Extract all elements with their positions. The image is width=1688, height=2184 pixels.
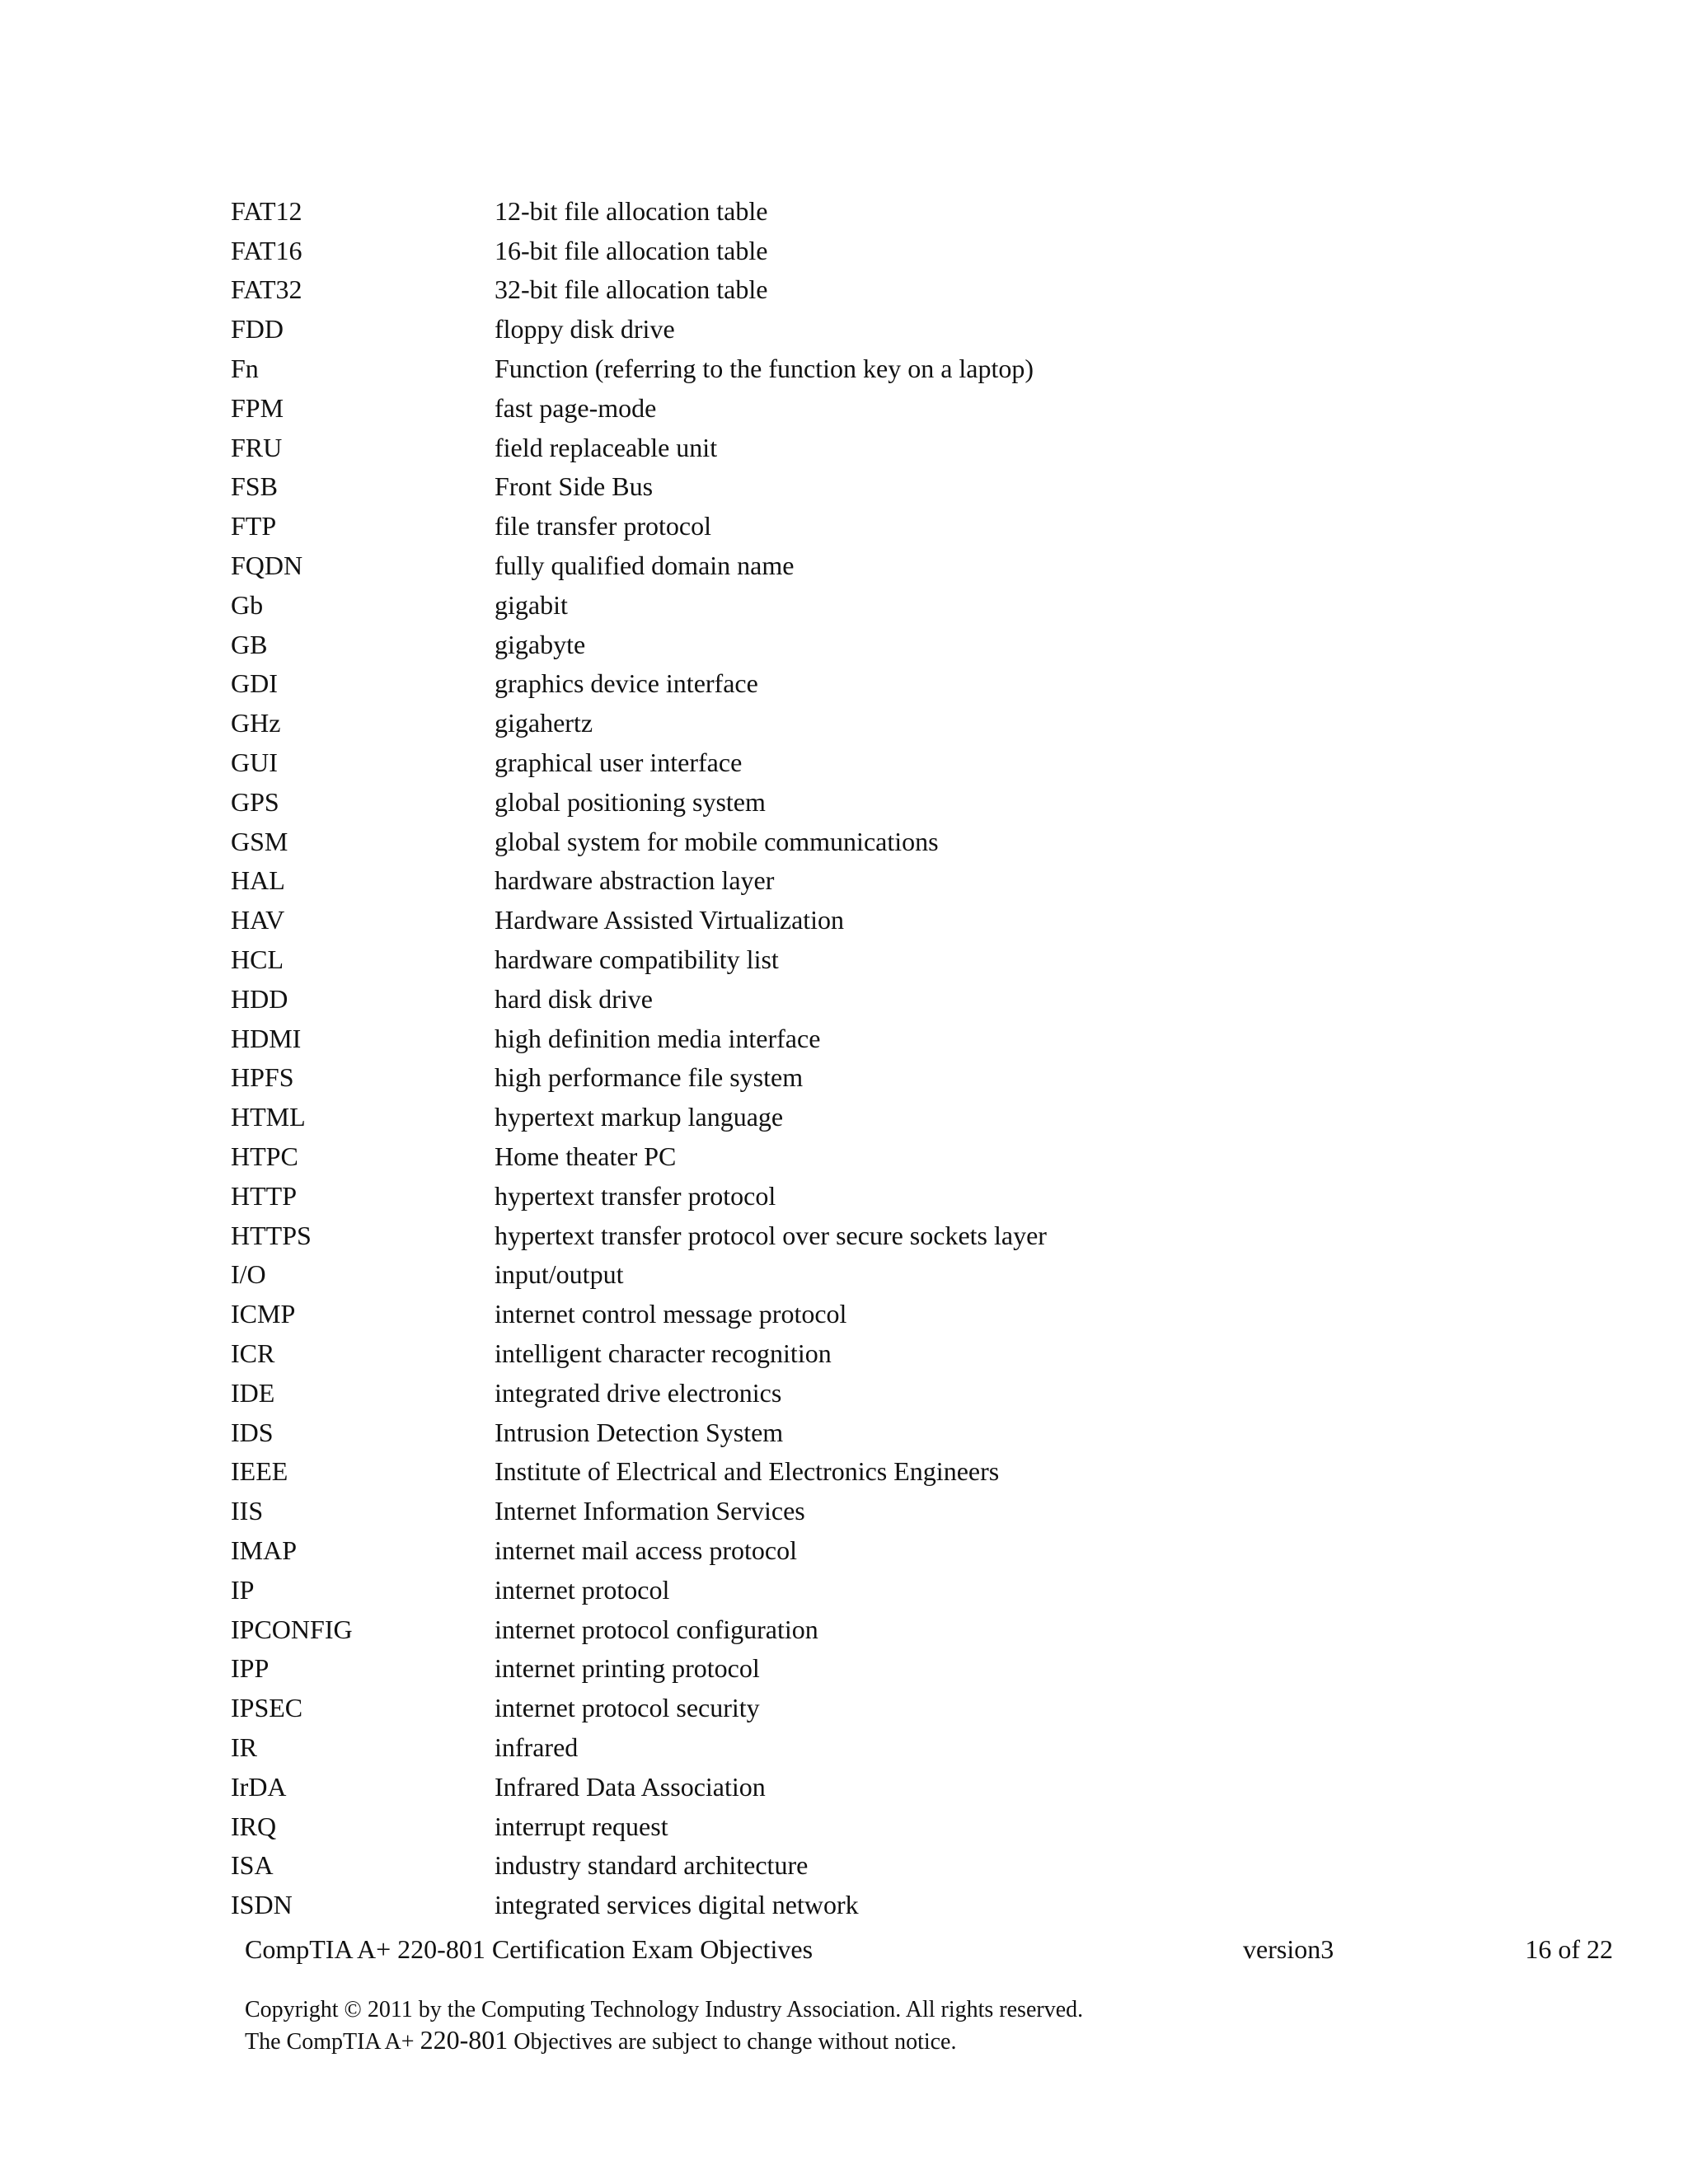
acronym-row — [231, 940, 1467, 979]
acronym-definition: global positioning system — [495, 786, 766, 817]
acronym-abbreviation: HTTP — [231, 1180, 297, 1211]
acronym-definition: internet mail access protocol — [495, 1535, 797, 1565]
acronym-definition: Institute of Electrical and Electronics Engineers — [495, 1456, 1000, 1487]
acronym-row — [231, 861, 1467, 901]
acronym-definition: floppy disk drive — [495, 314, 675, 344]
acronym-abbreviation: FAT32 — [231, 274, 302, 305]
acronym-definition: fast page-mode — [495, 392, 657, 423]
acronym-row — [231, 1767, 1467, 1807]
acronym-definition: global system for mobile communications — [495, 826, 939, 856]
acronym-definition: gigahertz — [495, 708, 593, 738]
acronym-definition: field replaceable unit — [495, 432, 718, 462]
acronym-row — [231, 1570, 1467, 1610]
acronym-row — [231, 1137, 1467, 1176]
acronym-abbreviation: HAV — [231, 905, 285, 935]
acronym-definition: Intrusion Detection System — [495, 1417, 784, 1447]
footer-document-title: CompTIA A+ 220-801 Certification Exam Objectives — [245, 1934, 814, 1964]
acronym-row — [231, 1058, 1467, 1098]
acronym-row — [231, 1413, 1467, 1452]
acronym-row — [231, 1176, 1467, 1216]
acronym-row — [231, 546, 1467, 585]
acronym-definition: high definition media interface — [495, 1023, 821, 1053]
acronym-row — [231, 1648, 1467, 1688]
acronym-abbreviation: GPS — [231, 786, 279, 817]
acronym-definition: interrupt request — [495, 1811, 668, 1841]
acronym-definition: file transfer protocol — [495, 511, 711, 541]
acronym-row — [231, 309, 1467, 349]
acronym-definition: Internet Information Services — [495, 1496, 805, 1526]
copyright-notice — [245, 1994, 1083, 2057]
acronym-abbreviation: HCL — [231, 944, 284, 975]
acronym-row — [231, 191, 1467, 231]
acronym-row — [231, 1807, 1467, 1846]
acronym-abbreviation: IMAP — [231, 1535, 298, 1565]
acronym-row — [231, 506, 1467, 546]
acronym-abbreviation: FTP — [231, 511, 277, 541]
footer-version: version3 — [1243, 1934, 1334, 1964]
acronym-row — [231, 743, 1467, 782]
acronym-row — [231, 1530, 1467, 1570]
acronym-definition: industry standard architecture — [495, 1850, 809, 1881]
acronym-definition: 32-bit file allocation table — [495, 274, 768, 305]
acronym-definition: input/output — [495, 1259, 624, 1290]
acronym-definition: integrated drive electronics — [495, 1377, 782, 1408]
acronym-definition: integrated services digital network — [495, 1890, 859, 1920]
acronym-row — [231, 428, 1467, 467]
acronym-definition: internet protocol — [495, 1574, 670, 1605]
acronym-abbreviation: HPFS — [231, 1062, 294, 1093]
acronym-definition: gigabyte — [495, 629, 586, 659]
acronym-row — [231, 270, 1467, 310]
footer-page-number: 16 of 22 — [1525, 1934, 1613, 1964]
acronym-row — [231, 979, 1467, 1019]
objectives-notice-suffix: Objectives are subject to change without notice. — [508, 2029, 957, 2055]
acronym-abbreviation: HTPC — [231, 1141, 298, 1172]
acronym-row — [231, 1019, 1467, 1058]
acronym-row — [231, 231, 1467, 270]
acronym-abbreviation: FAT12 — [231, 195, 302, 226]
acronym-row — [231, 822, 1467, 861]
acronym-abbreviation: IPP — [231, 1653, 270, 1684]
acronym-abbreviation: IDS — [231, 1417, 274, 1447]
acronym-abbreviation: FQDN — [231, 551, 303, 581]
acronym-abbreviation: FPM — [231, 392, 284, 423]
acronym-definition: internet protocol configuration — [495, 1614, 818, 1644]
acronym-row — [231, 703, 1467, 743]
acronym-abbreviation: FAT16 — [231, 235, 302, 265]
acronym-abbreviation: IIS — [231, 1496, 264, 1526]
acronym-definition: high performance file system — [495, 1062, 804, 1093]
acronym-row — [231, 1491, 1467, 1530]
acronym-abbreviation: HDMI — [231, 1023, 302, 1053]
acronym-definition: Infrared Data Association — [495, 1771, 766, 1802]
acronym-row — [231, 1727, 1467, 1767]
acronym-abbreviation: HTTPS — [231, 1220, 312, 1250]
acronym-definition: hypertext transfer protocol over secure sockets layer — [495, 1220, 1047, 1250]
acronym-definition: Home theater PC — [495, 1141, 677, 1172]
acronym-row — [231, 1885, 1467, 1924]
acronym-row — [231, 664, 1467, 704]
acronym-row — [231, 585, 1467, 625]
acronym-abbreviation: FSB — [231, 471, 278, 502]
acronym-abbreviation: GHz — [231, 708, 281, 738]
acronym-abbreviation: IPSEC — [231, 1693, 303, 1723]
acronym-definition: hardware compatibility list — [495, 944, 779, 975]
acronym-abbreviation: ISA — [231, 1850, 274, 1881]
acronym-abbreviation: FRU — [231, 432, 283, 462]
acronym-row — [231, 1688, 1467, 1727]
acronym-definition: internet protocol security — [495, 1693, 760, 1723]
acronym-row — [231, 782, 1467, 822]
acronym-abbreviation: ISDN — [231, 1890, 293, 1920]
acronym-abbreviation: Fn — [231, 354, 259, 384]
acronym-definition: 16-bit file allocation table — [495, 235, 768, 265]
objectives-notice-prefix: The CompTIA A+ — [245, 2029, 420, 2055]
acronym-row — [231, 1610, 1467, 1649]
acronym-definition: infrared — [495, 1732, 579, 1762]
copyright-line: Copyright © 2011 by the Computing Technology Industry Association. All rights reserved. — [245, 1997, 1084, 2022]
acronym-abbreviation: GB — [231, 629, 268, 659]
acronym-row — [231, 349, 1467, 388]
acronym-row — [231, 1845, 1467, 1885]
acronym-definition: 12-bit file allocation table — [495, 195, 768, 226]
acronym-abbreviation: IR — [231, 1732, 257, 1762]
acronym-row — [231, 625, 1467, 664]
acronym-list — [231, 191, 1467, 1924]
acronym-abbreviation: Gb — [231, 589, 264, 620]
acronym-definition: hypertext transfer protocol — [495, 1180, 776, 1211]
acronym-definition: intelligent character recognition — [495, 1338, 832, 1368]
acronym-abbreviation: ICMP — [231, 1299, 296, 1329]
acronym-abbreviation: IrDA — [231, 1771, 287, 1802]
acronym-definition: Function (referring to the function key on a laptop) — [495, 354, 1034, 384]
acronym-row — [231, 1373, 1467, 1413]
acronym-row — [231, 1097, 1467, 1137]
acronym-abbreviation: IEEE — [231, 1456, 288, 1487]
acronym-definition: hard disk drive — [495, 983, 653, 1014]
acronym-abbreviation: GUI — [231, 748, 278, 778]
acronym-definition: graphics device interface — [495, 668, 758, 699]
acronym-definition: Hardware Assisted Virtualization — [495, 905, 845, 935]
exam-code: 220-801 — [420, 2025, 509, 2055]
acronym-abbreviation: HAL — [231, 865, 285, 896]
acronym-abbreviation: GSM — [231, 826, 288, 856]
acronym-row — [231, 1333, 1467, 1373]
acronym-row — [231, 467, 1467, 507]
acronym-definition: hardware abstraction layer — [495, 865, 775, 896]
acronym-definition: Front Side Bus — [495, 471, 654, 502]
acronym-row — [231, 1255, 1467, 1295]
acronym-abbreviation: IP — [231, 1574, 255, 1605]
acronym-abbreviation: IRQ — [231, 1811, 277, 1841]
acronym-definition: internet printing protocol — [495, 1653, 760, 1684]
acronym-abbreviation: FDD — [231, 314, 284, 344]
page-footer — [245, 1933, 1613, 1966]
acronym-row — [231, 1294, 1467, 1333]
acronym-definition: gigabit — [495, 589, 568, 620]
acronym-abbreviation: IDE — [231, 1377, 275, 1408]
acronym-abbreviation: GDI — [231, 668, 278, 699]
acronym-definition: hypertext markup language — [495, 1102, 784, 1132]
acronym-definition: internet control message protocol — [495, 1299, 847, 1329]
acronym-definition: fully qualified domain name — [495, 551, 795, 581]
acronym-abbreviation: HDD — [231, 983, 288, 1014]
acronym-definition: graphical user interface — [495, 748, 743, 778]
acronym-abbreviation: ICR — [231, 1338, 275, 1368]
acronym-abbreviation: I/O — [231, 1259, 266, 1290]
acronym-abbreviation: IPCONFIG — [231, 1614, 353, 1644]
acronym-row — [231, 388, 1467, 428]
acronym-abbreviation: HTML — [231, 1102, 306, 1132]
acronym-row — [231, 1216, 1467, 1255]
objectives-notice-line — [245, 2025, 1083, 2057]
acronym-row — [231, 900, 1467, 940]
acronym-row — [231, 1452, 1467, 1492]
